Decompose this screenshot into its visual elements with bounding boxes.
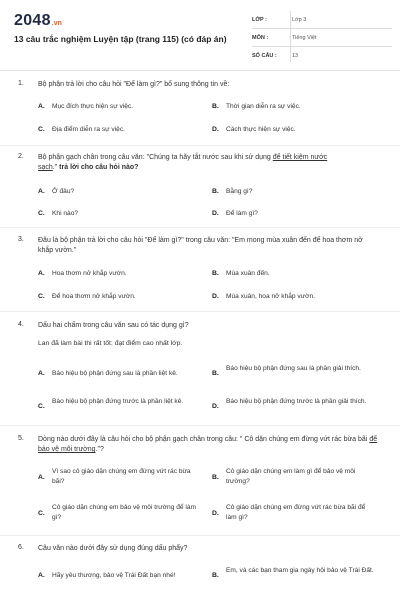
option-text: Báo hiệu bộ phận đứng trước là phần liệt kê. xyxy=(52,398,184,405)
option-letter: A. xyxy=(38,572,45,579)
logo-suffix: .vn xyxy=(51,20,62,27)
logo-text: 2048 xyxy=(14,12,51,29)
meta-row-count xyxy=(252,47,392,64)
question-text-part: ."? xyxy=(95,446,104,453)
option-text: Ở đâu? xyxy=(52,188,75,195)
question-number: 4. xyxy=(18,321,24,328)
option-letter: C. xyxy=(38,126,45,133)
option-text: Cô giáo dặn chúng em làm gì để bảo vệ môi trường? xyxy=(226,468,356,485)
question-number: 3. xyxy=(18,236,24,243)
underlined-phrase: để tiết kiệm nước xyxy=(272,154,328,161)
option-text: Cách thực hiện sự việc. xyxy=(226,126,296,133)
option-letter: B. xyxy=(212,103,219,110)
question-divider xyxy=(0,311,400,312)
meta-label: MÔN : xyxy=(252,34,269,41)
meta-row-class xyxy=(252,11,392,29)
option-text: Để hoa thơm nở khắp vườn. xyxy=(52,293,136,300)
option-letter: B. xyxy=(212,572,219,579)
question-text: Dấu hai chấm trong câu văn sau có tác dụng gì? xyxy=(38,322,189,329)
option-letter: C. xyxy=(38,210,45,217)
option-letter: A. xyxy=(38,474,45,481)
question-text: Bộ phận trả lời cho câu hỏi "Để làm gì?" bổ sung thông tin về: xyxy=(38,81,230,88)
option-text: Để làm gì? xyxy=(226,210,258,217)
option-text: Mùa xuân đến. xyxy=(226,270,270,277)
option-letter: B. xyxy=(212,270,219,277)
option-letter: B. xyxy=(212,370,219,377)
question-text: Đâu là bộ phận trả lời cho câu hỏi "Để làm gì?" trong câu văn: "Em mong mùa xuân đến để hoa thơm nở khắp vườn." xyxy=(38,237,363,254)
example-sentence: Lan đã làm bài thi rất tốt: đạt điểm cao nhất lớp. xyxy=(38,340,183,347)
meta-row-subject xyxy=(252,29,392,47)
meta-value: Tiếng Việt xyxy=(292,34,317,41)
question-number: 2. xyxy=(18,153,24,160)
option-letter: D. xyxy=(212,403,219,410)
question-text: Câu văn nào dưới đây sử dụng đúng dấu phẩy? xyxy=(38,545,188,552)
document-title: 13 câu trắc nghiệm Luyện tập (trang 115) (có đáp án) xyxy=(14,34,227,44)
option-text: Mùa xuân, hoa nở khắp vườn. xyxy=(226,293,315,300)
meta-label: SỐ CÂU : xyxy=(252,52,277,59)
option-text: Báo hiệu bộ phận đứng trước là phần giải thích. xyxy=(226,398,367,405)
option-letter: A. xyxy=(38,370,45,377)
site-logo[interactable] xyxy=(14,12,62,30)
option-text: Địa điểm diễn ra sự việc. xyxy=(52,126,125,133)
question-text-part: Bộ phận gạch chân trong câu văn: "Chúng ta hãy tắt nước sau khi sử dụng xyxy=(38,154,273,161)
option-text: Em, và các bạn tham gia ngày hội bảo vệ Trái Đất. xyxy=(226,567,374,574)
option-letter: C. xyxy=(38,293,45,300)
question-text-part: ." xyxy=(52,164,60,171)
option-letter: A. xyxy=(38,103,45,110)
option-letter: B. xyxy=(212,188,219,195)
option-letter: C. xyxy=(38,403,45,410)
option-text: Mục đích thực hiện sự việc. xyxy=(52,103,134,110)
question-divider xyxy=(0,535,400,536)
underlined-phrase: để bảo vệ môi trường xyxy=(38,436,378,453)
question-text-bold: trả lời cho câu hỏi nào? xyxy=(59,164,139,171)
option-letter: D. xyxy=(212,126,219,133)
question-divider xyxy=(0,425,400,426)
question-text xyxy=(38,153,378,173)
option-text: Thời gian diễn ra sự việc. xyxy=(226,103,301,110)
question-text xyxy=(38,435,378,455)
document-header xyxy=(0,0,400,64)
option-text: Báo hiệu bộ phận đứng sau là phần giải thích. xyxy=(226,365,361,372)
option-text: Bằng gì? xyxy=(226,188,253,195)
question-number: 5. xyxy=(18,435,24,442)
question-divider xyxy=(0,145,400,146)
question-divider xyxy=(0,227,400,228)
option-text: Báo hiệu bộ phận đứng sau là phần liệt kê. xyxy=(52,370,178,377)
option-text: Hãy yêu thương, bảo vệ Trái Đất bạn nhé! xyxy=(52,572,176,579)
option-letter: A. xyxy=(38,188,45,195)
question-number: 6. xyxy=(18,544,24,551)
option-text: Vì sao cô giáo dặn chúng em đừng vứt rác bừa bãi? xyxy=(52,468,191,485)
option-text: Khi nào? xyxy=(52,210,79,217)
question-number: 1. xyxy=(18,80,24,87)
meta-value: Lớp 3 xyxy=(292,16,307,23)
option-letter: A. xyxy=(38,270,45,277)
option-letter: D. xyxy=(212,210,219,217)
option-letter: B. xyxy=(212,474,219,481)
meta-label: LỚP : xyxy=(252,16,267,23)
option-letter: C. xyxy=(38,510,45,517)
option-text: Cô giáo dặn chúng em bảo vệ môi trường để làm gì? xyxy=(52,504,196,521)
option-letter: D. xyxy=(212,510,219,517)
header-divider xyxy=(0,70,400,71)
underlined-phrase-cont: sạch xyxy=(38,164,53,171)
option-letter: D. xyxy=(212,293,219,300)
option-text: Cô giáo dặn chúng em đừng vứt rác bừa bãi để làm gì? xyxy=(226,504,366,521)
option-text: Hoa thơm nở khắp vườn. xyxy=(52,270,127,277)
meta-value: 13 xyxy=(292,52,299,59)
meta-table xyxy=(252,11,392,64)
question-text-part: Dòng nào dưới đây là câu hỏi cho bộ phận gạch chân trong câu: " Cô dặn chúng em đừng vứt rác bừa bãi xyxy=(38,436,370,443)
